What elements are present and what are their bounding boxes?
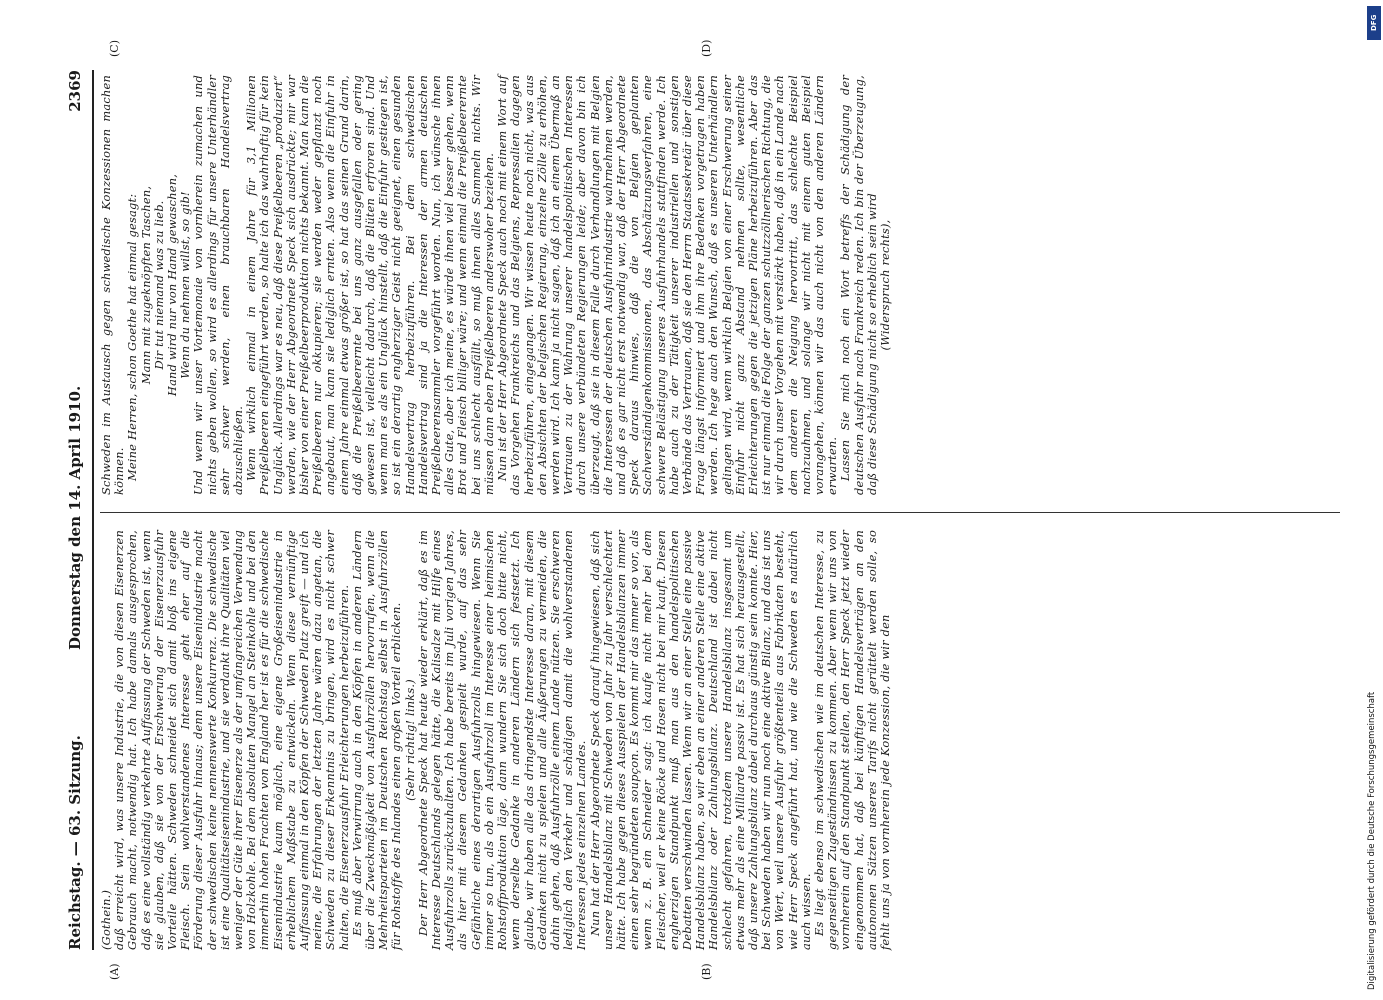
digitization-note: [1367, 0, 1381, 1000]
page-header: [60, 70, 90, 950]
dfg-logo: DFG: [1367, 6, 1381, 40]
header-rule: [92, 70, 94, 950]
interjection: (Sehr richtig! links.): [402, 679, 417, 801]
interjection: (Widerspruch rechts),: [877, 219, 892, 351]
page-number: 2369: [66, 70, 84, 112]
verse-line: Dir tut niemand was zu lieb.: [151, 200, 166, 370]
margin-marker-d: (D): [700, 39, 713, 57]
margin-marker-c: (C): [108, 40, 121, 57]
paragraph: Nun ist der Herr Abgeordnete Speck auch noch mit einem Wort auf das Vorgehen Frankreichs und das Belgiens, Repressalien dagegen herbeizuführen, eingegangen. Wir wissen heute noch nicht, was aus den Absichten der belgischen Regierung, einzelne Zölle zu erhöhen, werden wird. Ich kann ja nicht sagen, daß ich an einem Übermaß an Vertrauen zu der Wahrung unserer handelspolitischen Interessen durch unsere verbündeten Regierungen leide; aber davon bin ich überzeugt, daß sie in diesem Falle durch Verhandlungen mit Belgien die Interessen der deutschen Ausfuhrindustrie wahrnehmen werden, und daß es gar nicht erst notwendig war, daß der Herr Abgeordnete Speck daraus hinwies, daß die von Belgien geplanten Sachverständigenkommissionen, das Abschätzungsverfahren, eine schwere Belästigung unseres Ausfuhrhandels stattfinden werde. Ich habe auch zu der Tätigkeit unserer industriellen und sonstigen Verbände das Vertrauen, daß sie den Herrn Staatssekretär über diese Frage längst informiert und ihm ihre Bedenken vorgetragen haben werden. Ich hege auch den Wunsch, daß es unseren Unterhändlern gelingen wird, wenn wirklich Belgien von einer Erschwerung seiner Einfuhr nicht ganz Abstand nehmen sollte, wesentliche Erleichterungen gegen die jetzigen Pläne herbeizuführen. Aber das ist nur einmal die Folge der ganzen schutzzöllnerischen Richtung, die wir durch unser Vorgehen mit verstärkt haben, daß in ein Lande nach dem anderen die Neigung hervortritt, das schlechte Beispiel nachzuahmen, und solange wir nicht mit einem guten Beispiel vorangehen, können wir das auch nicht von den anderen Ländern erwarten.: [495, 75, 840, 495]
column-divider: [100, 512, 1340, 513]
column-left: [100, 530, 892, 950]
paragraph: Nun hat der Herr Abgeordnete Speck darauf hingewiesen, daß sich unsere Handelsbilanz mit Schweden von Jahr zu Jahr verschlechtert hätte. Ich habe gegen dieses Ausspielen der Handelsbilanzen immer einen sehr begründeten soupçon. Es kommt mir das immer so vor, als wenn z. B. ein Schneider sagt: ich kaufe nicht mehr bei dem Fleischer, weil er keine Röcke und Hosen nicht bei mir kauft. Diesen engherzigen Standpunkt muß man aus den handelspolitischen Debatten verschwinden lassen. Wenn wir an einer Stelle eine passive Handelsbilanz haben, so wir eben an einer anderen Stelle eine aktive Handelsbilanz oder Zahlungsbilanz. Deutschland ist dabei nicht schlecht gefahren, trotzdem unsere Handelsbilanz insgesamt um etwas mehr als eine Milliarde passiv ist. Es hat sich herausgestellt, daß unsere Zahlungsbilanz dabei durchaus günstig sein konnte. Hier, bei Schweden haben wir nun noch eine aktive Bilanz, und das ist uns von Wert, weil unsere Ausfuhr größtenteils aus Fabrikaten besteht, wie Herr Speck angeführt hat, und wie die Schweden es natürlich auch wissen.: [587, 530, 813, 950]
verse-line: Wenn du nehmen willst, so gib!: [178, 191, 193, 379]
margin-marker-a: (A): [108, 963, 121, 980]
header-date: Donnerstag den 14. April 1910.: [66, 385, 84, 650]
rotated-page-content: [60, 39, 1350, 980]
column-right: [100, 75, 892, 495]
paragraph: Schweden im Austausch gegen schwedische Konzessionen machen können.: [99, 75, 127, 495]
speaker-label: (Gothein.): [99, 889, 113, 950]
paragraph: Und wenn wir unser Vortemonaie von vornherein zumachen und nichts geben wollen, so wird es allerdings für unsere Unterhändler sehr schwer werden, einen brauchbaren Handelsvertrag abzuschließen.: [191, 75, 246, 495]
verse-line: Hand wird nur von Hand gewaschen,: [165, 173, 180, 397]
paragraph: Meine Herren, schon Goethe hat einmal gesagt:: [125, 193, 140, 481]
paragraph: Lassen Sie mich noch ein Wort betreffs der Schädigung der deutschen Ausfuhr nach Frankreich reden. Ich bin der Überzeugung, daß diese Schädigung nicht so erheblich sein wird: [838, 75, 879, 495]
paragraph: Es liegt ebenso im schwedischen wie im deutschen Interesse, zu gegenseitigen Zugeständnissen zu kommen. Aber wenn wir uns von vornherein auf den Standpunkt stellen, den Herr Speck jetzt wieder eingenommen hat, daß bei künftigen Handelsverträgen an den autonomen Sätzen unseres Tarifs nicht gerüttelt werden solle, so fehlt uns ja von vornherein jede Konzession, die wir den: [811, 530, 892, 950]
paragraph: Es muß aber Verwirrung auch in den Köpfen in anderen Ländern über die Zweckmäßigkeit von Ausfuhrzöllen hervorrufen, wenn die Mehrheitsparteien im Deutschen Reichstag selbst in Ausfuhrzöllen für Rohstoffe des Inlandes einen großen Vorteil erblicken.: [349, 530, 404, 950]
margin-marker-b: (B): [700, 963, 713, 980]
header-left: Reichstag. — 63. Sitzung.: [66, 735, 84, 950]
verse-line: Mann mit zugeknöpften Taschen,: [138, 185, 153, 385]
paragraph: daß erreicht wird, was unsere Industrie, die von diesen Eisenerzen Gebrauch macht, notwendig hat. Ich habe damals ausgesprochen, daß es eine vollständig verkehrte Auffassung der Schweden ist, wenn sie glauben, daß sie von der Erschwerung der Eisenerzausfuhr Vorteile hätten. Schweden schneidet sich damit bloß ins eigene Fleisch. Sein wohlverstandenes Interesse geht eher auf die Förderung dieser Ausfuhr hinaus; denn unsere Eisenindustrie macht der schwedischen keine nennenswerte Konkurrenz. Die schwedische ist eine Qualitätseisenindustrie, und sie verdankt ihre Qualitäten viel weniger der Güte ihrer Eisenerze als der umfangreichen Verwendung von Holzkohle. Bei dem absoluten Mangel an Steinkohle und bei den immerhin hohen Frachten von England her ist es für die schwedische Eisenindustrie kaum möglich, eine eigene Großeisenindustrie in erheblichem Maßstabe zu entwickeln. Wenn diese vernünftige Auffassung einmal in den Köpfen der Schweden Platz greift — und ich meine, die Erfahrungen der letzten Jahre wären dazu angetan, die Schweden zu dieser Erkenntnis zu bringen, wird es nicht schwer halten, die Eisenerzausfuhr Erleichterungen herbeizuführen.: [112, 530, 351, 950]
paragraph: Wenn wirklich einmal in einem Jahre für 3,1 Millionen Preißelbeeren eingeführt werden, so halte ich das wahrhaftig für kein Unglück. Allerdings war es neu, daß diese Preißelbeeren „produziert“ werden, wie der Herr Abgeordnete Speck sich ausdrückte; mir war bisher von einer Preißelbeerproduktion nichts bekannt. Man kann die Preißelbeeren nur okkupieren; sie werden weder gepflanzt noch angebaut, man kann sie lediglich ernten. Also wenn die Einfuhr in einem Jahre einmal etwas größer ist, so hat das seinen Grund darin, daß die Preißelbeerernte bei uns ganz ausgefallen oder gering gewesen ist, vielleicht dadurch, daß die Blüten erfroren sind. Und wenn man es als ein Unglück hinstellt, daß die Einfuhr gestiegen ist, so ist ein derartig engherziger Geist nicht geeignet, einen gesunden Handelsvertrag herbeizuführen. Bei dem schwedischen Handelsvertrag sind ja die Interessen der armen deutschen Preißelbeerensammler vorgeführt worden. Nun, ich wünsche ihnen alles Gute, aber ich meine, es würde ihnen viel besser gehen, wenn Brot und Fleisch billiger wäre; und wenn einmal die Preißelbeerernte bei uns schlecht ausfällt, so muß ihnen alles Sammeln nichts. Wir müssen dann eben Preißelbeeren anderswoher beziehen.: [244, 75, 496, 495]
digitization-text: Digitalisierung gefördert durch die Deutsche Forschungsgemeinschaft: [1367, 691, 1377, 990]
paragraph: Der Herr Abgeordnete Speck hat heute wieder erklärt, daß es im Interesse Deutschlands gelegen hätte, die Kalisalze mit Hilfe eines Ausfuhrzolls zurückzuhalten. Ich habe bereits im Juli vorigen Jahres, als hier mit diesem Gedanken gespielt wurde, auf das sehr Gefährliche eines derartigen Ausfuhrzolls hingewiesen. Wenn Sie immer so tun, als ob ein Ausfuhrzoll im Interesse einer heimischen Rohstoffproduktion läge, dann wundern Sie sich doch bitte nicht, wenn derselbe Gedanke in anderen Ländern sich festsetzt. Ich glaube, wir haben alle das dringendste Interesse daran, mit diesem Gedanken nicht zu spielen und alle Äußerungen zu vermeiden, die dahin gehen, daß Ausfuhrzölle einem Lande nützen. Sie erschweren lediglich den Verkehr und schädigen damit die wohlverstandenen Interessen jedes einzelnen Landes.: [415, 530, 589, 950]
